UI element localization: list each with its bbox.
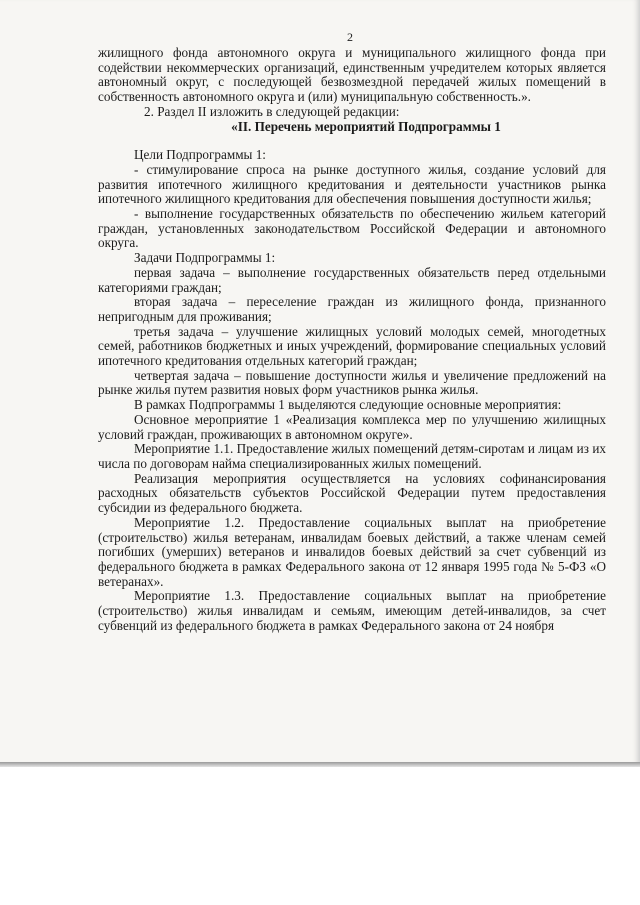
page-number: 2 [347,30,353,44]
paragraph-activities-intro: В рамках Подпрограммы 1 выделяются следующие основные мероприятия: [134,397,562,413]
paragraph-task-3: третья задача – улучшение жилищных условий молодых семей, многодетных семей, работников бюджетных и иных учреждений, формирование специальных условий ипотечного кредитования отдельных категорий граждан; [98,323,606,369]
document-body [98,46,606,633]
paragraph-main-activity-1: Основное мероприятие 1 «Реализация комплекса мер по улучшению жилищных условий граждан, проживающих в автономном округе». [98,411,606,442]
paragraph-activity-1-1: Мероприятие 1.1. Предоставление жилых помещений детям-сиротам и лицам из их числа по договорам найма специализированных жилых помещений. [98,441,606,471]
paragraph-goals-title: Цели Подпрограммы 1: [134,147,266,163]
paragraph-activity-1-1-funding: Реализация мероприятия осуществляется на условиях софинансирования расходных обязательств субъектов Российской Федерации путем предоставления субсидии из федерального бюджета. [98,470,606,516]
section-heading: «II. Перечень мероприятий Подпрограммы 1 [231,118,501,134]
paragraph-goal-2: - выполнение государственных обязательств по обеспечению жильем категорий граждан, установленных законодательством Российской Федерации и автономного округа. [98,206,606,251]
paragraph-section-instruction: 2. Раздел II изложить в следующей редакции: [144,103,400,119]
paragraph-continuation: жилищного фонда автономного округа и муниципального жилищного фонда при содействии некоммерческих организаций, единственным учредителем которых является автономный округ, с последующей безвозмездной передачей жилых помещений в собственность автономного округа и (или) муниципальную собственность.». [98,45,606,105]
paragraph-tasks-title: Задачи Подпрограммы 1: [134,250,276,266]
paragraph-task-2: вторая задача – переселение граждан из жилищного фонда, признанного непригодным для проживания; [98,294,606,324]
paragraph-activity-1-3: Мероприятие 1.3. Предоставление социальных выплат на приобретение (строительство) жилья инвалидам и семьям, имеющим детей-инвалидов, за счет субвенций из федерального бюджета в рамках Федерального закона от 24 ноября [98,588,606,633]
paragraph-task-1: первая задача – выполнение государственных обязательств перед отдельными категориями граждан; [98,264,606,295]
paragraph-goal-1: - стимулирование спроса на рынке доступного жилья, создание условий для развития ипотечного жилищного кредитования и деятельности участников рынка ипотечного жилищного кредитования для обеспечения повышения доступности жилья; [98,161,606,207]
sheet-bottom-edge [0,762,640,767]
paragraph-task-4: четвертая задача – повышение доступности жилья и увеличение предложений на рынке жилья путем развития новых форм участников рынка жилья. [98,367,606,398]
paragraph-activity-1-2: Мероприятие 1.2. Предоставление социальных выплат на приобретение (строительство) жилья ветеранам, инвалидам боевых действий, а также членам семей погибших (умерших) ветеранов и инвалидов боевых действий за счет субвенций из федерального бюджета в рамках Федерального закона от 12 января 1995 года № 5-ФЗ «О ветеранах». [98,514,606,589]
